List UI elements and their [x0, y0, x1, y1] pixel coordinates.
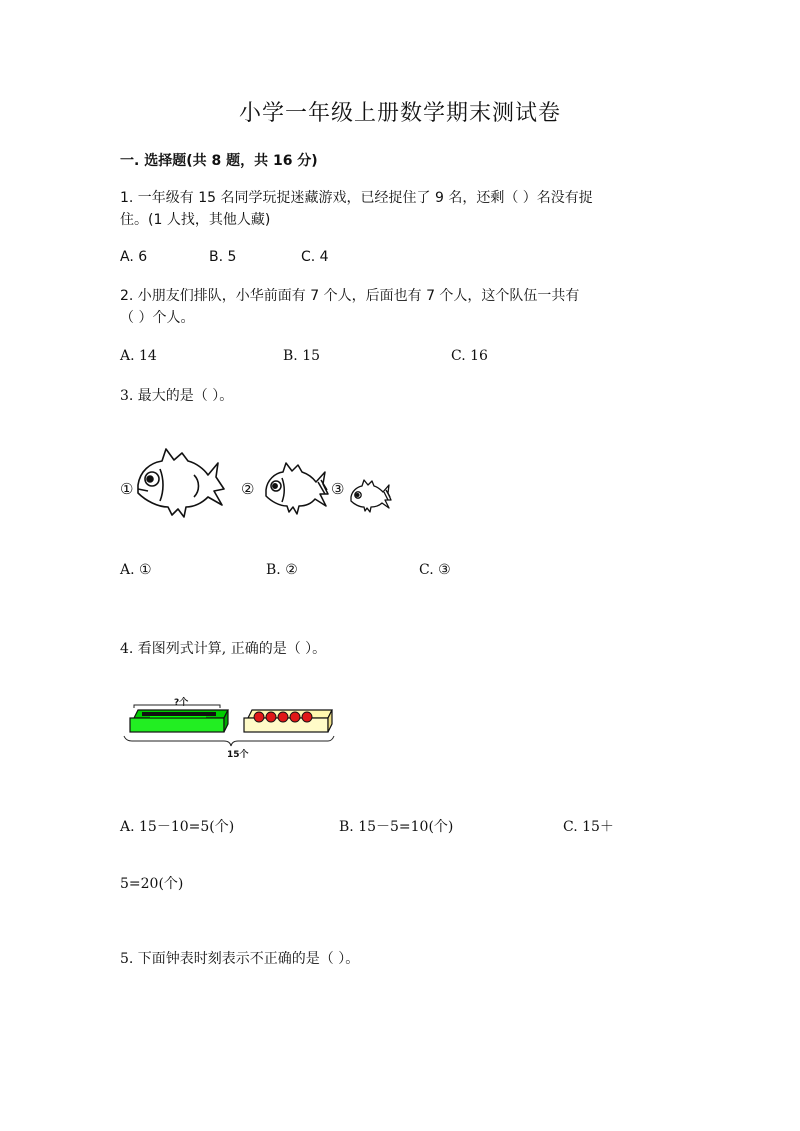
question-3-text: 3. 最大的是（ ）。 [120, 388, 234, 404]
medium-fish-image [263, 460, 329, 515]
question-1-line-2: 住。(1 人找，其他人藏) [120, 212, 271, 228]
unknown-count-label: ?个 [174, 698, 189, 708]
question-4-option-b: B. 15－5=10(个) [339, 819, 454, 835]
question-4-option-c-wrap: 5=20(个) [120, 876, 184, 892]
question-4-option-c: C. 15＋ [563, 819, 614, 835]
question-3-option-c: C. ③ [419, 562, 451, 578]
fish-label-2: ② [241, 480, 255, 498]
question-3-option-a: A. ① [120, 562, 152, 578]
fish-label-3: ③ [331, 480, 345, 498]
question-2-option-c: C. 16 [451, 348, 488, 364]
small-fish-image [349, 478, 391, 512]
question-2-line-1: 2. 小朋友们排队，小华前面有 7 个人，后面也有 7 个人，这个队伍一共有 [120, 288, 580, 304]
question-4-option-a: A. 15－10=5(个) [120, 819, 235, 835]
question-2-option-b: B. 15 [283, 348, 321, 364]
fish-label-1: ① [120, 480, 134, 498]
section-heading: 一. 选择题(共 8 题，共 16 分) [120, 153, 318, 169]
question-5-text: 5. 下面钟表时刻表示不正确的是（ ）。 [120, 951, 360, 967]
page-title: 小学一年级上册数学期末测试卷 [238, 101, 561, 126]
question-3-option-b: B. ② [266, 562, 298, 578]
question-2-option-a: A. 14 [120, 348, 157, 364]
question-2-line-2: （ ）个人。 [120, 310, 195, 326]
question-1-option-c: C. 4 [301, 249, 329, 265]
question-1-line-1: 1. 一年级有 15 名同学玩捉迷藏游戏，已经捉住了 9 名，还剩（ ）名没有捉 [120, 190, 593, 206]
question-1-option-b: B. 5 [209, 249, 237, 265]
large-fish-image [134, 445, 226, 521]
question-1-option-a: A. 6 [120, 249, 148, 265]
question-4-text: 4. 看图列式计算, 正确的是（ ）。 [120, 641, 327, 657]
total-count-label: 15个 [227, 750, 249, 760]
